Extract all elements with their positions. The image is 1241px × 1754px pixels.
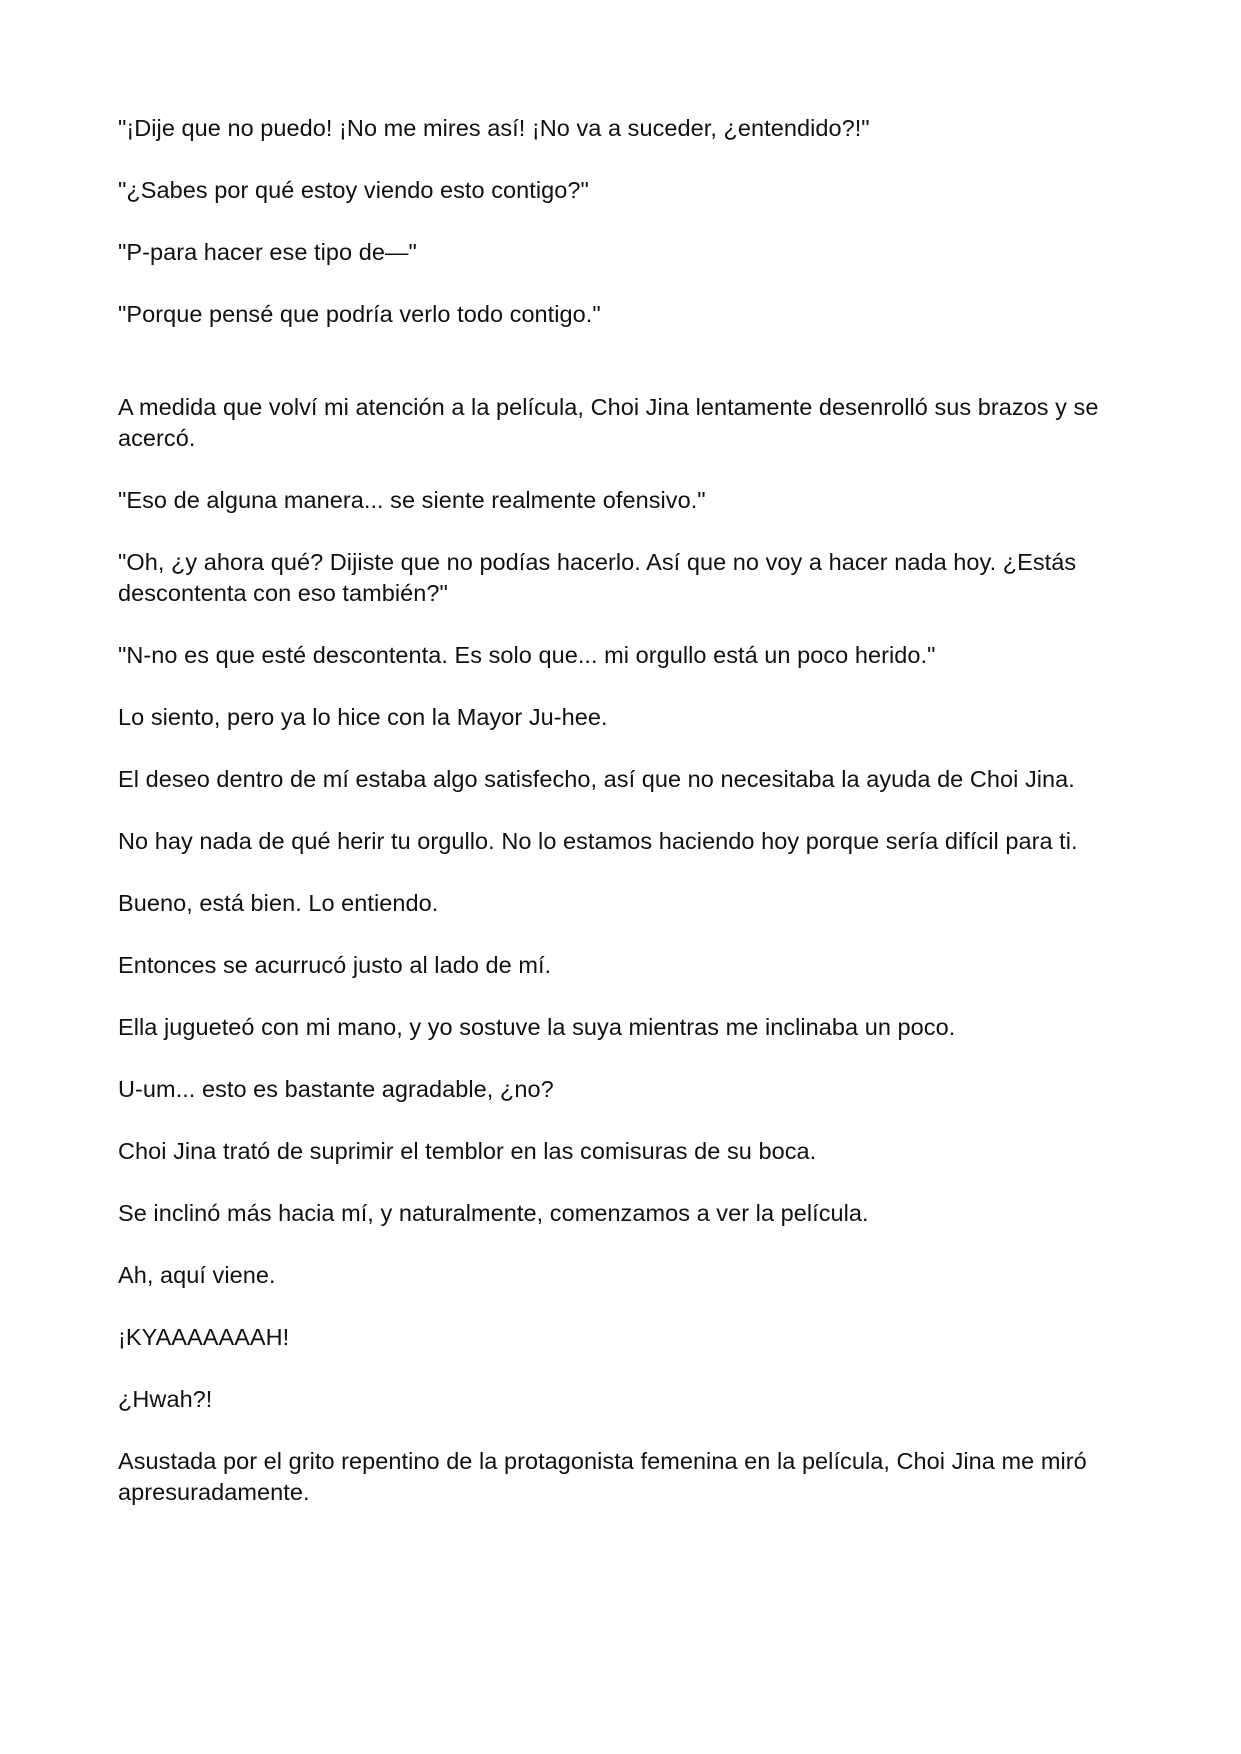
paragraph: "P-para hacer ese tipo de—"	[118, 239, 417, 265]
paragraph: No hay nada de qué herir tu orgullo. No lo estamos haciendo hoy porque sería difícil para ti.	[118, 828, 1078, 854]
paragraph: "Oh, ¿y ahora qué? Dijiste que no podías hacerlo. Así que no voy a hacer nada hoy. ¿Estás descontenta con eso también?"	[118, 549, 1077, 606]
paragraph: El deseo dentro de mí estaba algo satisfecho, así que no necesitaba la ayuda de Choi Jina.	[118, 766, 1075, 792]
paragraph: "¿Sabes por qué estoy viendo esto contigo?"	[118, 177, 589, 203]
paragraph: Choi Jina trató de suprimir el temblor en las comisuras de su boca.	[118, 1138, 817, 1164]
paragraph: ¿Hwah?!	[118, 1386, 213, 1412]
paragraph: Ella jugueteó con mi mano, y yo sostuve la suya mientras me inclinaba un poco.	[118, 1014, 956, 1040]
paragraph: "Porque pensé que podría verlo todo contigo."	[118, 301, 601, 327]
paragraph: "Eso de alguna manera... se siente realmente ofensivo."	[118, 487, 706, 513]
paragraph: Ah, aquí viene.	[118, 1262, 276, 1288]
paragraph: Bueno, está bien. Lo entiendo.	[118, 890, 439, 916]
paragraph: Se inclinó más hacia mí, y naturalmente, comenzamos a ver la película.	[118, 1200, 869, 1226]
paragraph: U-um... esto es bastante agradable, ¿no?	[118, 1076, 554, 1102]
paragraph: A medida que volví mi atención a la película, Choi Jina lentamente desenrolló sus brazos y se acercó.	[118, 394, 1099, 451]
paragraph: ¡KYAAAAAAAH!	[118, 1324, 290, 1350]
document-body	[118, 113, 1118, 1539]
paragraph: Lo siento, pero ya lo hice con la Mayor Ju-hee.	[118, 704, 608, 730]
paragraph: "N-no es que esté descontenta. Es solo que... mi orgullo está un poco herido."	[118, 642, 936, 668]
paragraph: Asustada por el grito repentino de la protagonista femenina en la película, Choi Jina me miró apresuradamente.	[118, 1448, 1087, 1505]
paragraph: Entonces se acurrucó justo al lado de mí.	[118, 952, 552, 978]
paragraph: "¡Dije que no puedo! ¡No me mires así! ¡No va a suceder, ¿entendido?!"	[118, 115, 870, 141]
